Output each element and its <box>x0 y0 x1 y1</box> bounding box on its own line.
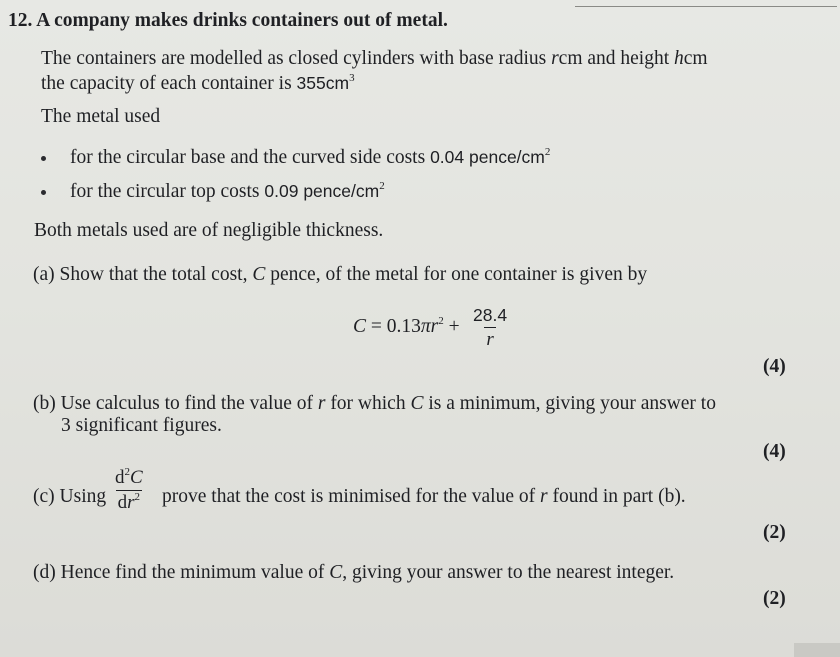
part-c-start: (c) Using <box>33 486 107 507</box>
part-c-marks: (2) <box>763 522 786 543</box>
bullet-item-2: for the circular top costs 0.09 pence/$cm^2$ <box>70 180 385 202</box>
var-r: r <box>551 48 559 69</box>
model-line-2: the capacity of each container is $355cm^3$ <box>41 72 355 94</box>
part-d-marks: (2) <box>763 588 786 609</box>
question-header <box>8 10 448 32</box>
part-a-marks: (4) <box>763 356 786 377</box>
part-b-marks: (4) <box>763 441 786 462</box>
part-a-label: (a) <box>33 264 55 285</box>
part-d-label: (d) <box>33 562 56 583</box>
part-b-line-2: 3 significant figures. <box>61 415 222 436</box>
page-corner-shadow <box>794 643 840 657</box>
bullet-dot-icon <box>41 190 46 195</box>
cost-top: 0.09 pence/cm <box>264 181 380 201</box>
part-b-label: (b) <box>33 393 56 414</box>
top-rule <box>575 6 837 7</box>
formula-fraction: $\frac{28.4}{r}$ <box>473 305 508 350</box>
question-number: 12. <box>8 10 33 31</box>
bullet-item-1: for the circular base and the curved side costs 0.04 pence/$cm^2$ <box>70 146 551 168</box>
metal-used-heading: The metal used <box>41 106 161 127</box>
part-d-text: (d) Hence find the minimum value of C, giving your answer to the nearest integer. <box>33 562 675 583</box>
model-line-1: The containers are modelled as closed cylinders with base radius rcm and height hcm <box>41 48 708 69</box>
cost-base-side: 0.04 pence/cm <box>430 147 545 167</box>
bullet-dot-icon <box>41 156 46 161</box>
part-a-text: (a) Show that the total cost, C pence, of the metal for one container is given by <box>33 264 648 285</box>
part-c-text: prove that the cost is minimised for the value of r found in part (b). <box>162 486 686 507</box>
var-h: h <box>674 48 684 69</box>
part-b-line-1: (b) Use calculus to find the value of r for which C is a minimum, giving your answer to <box>33 393 716 414</box>
cost-formula: $C = 0.13\pi r^2$ + <box>353 315 460 337</box>
capacity-value: 355 <box>296 73 326 93</box>
part-c-label: (c) <box>33 486 55 507</box>
thickness-note: Both metals used are of negligible thickness. <box>34 220 384 241</box>
question-intro: A company makes drinks containers out of metal. <box>36 10 448 31</box>
second-derivative-fraction: $\frac{d^2C}{dr^2}$ <box>115 466 143 513</box>
